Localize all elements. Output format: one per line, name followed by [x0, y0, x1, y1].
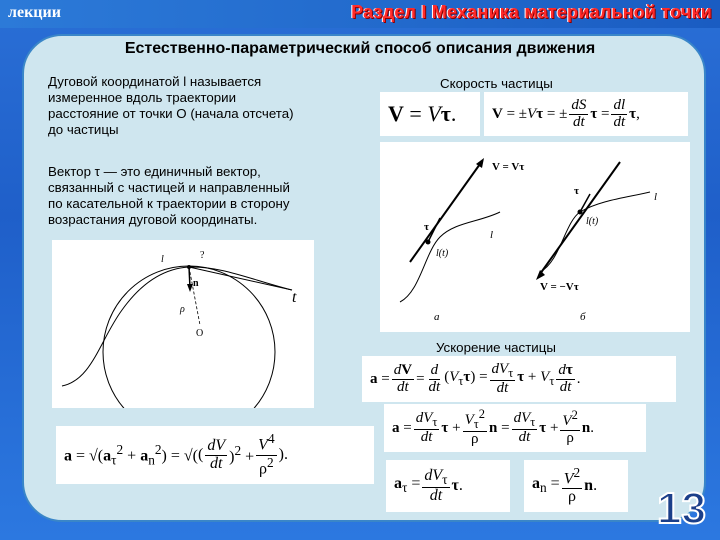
fig1-rho-label: ρ	[180, 304, 185, 315]
tangential-acceleration-formula: $a_\tau$ = $\frac{dV_\tau}{dt}$ τ.	[386, 460, 510, 512]
velocity-formula-short: V = Vτ.	[380, 92, 480, 136]
arc-line-4: до частицы	[48, 122, 119, 137]
tangent-vector-diagram	[380, 142, 690, 332]
velocity-figure	[380, 142, 690, 332]
fig1-o-label: O	[196, 328, 204, 339]
acceleration-formula-1: a = $\frac{dV}{dt}$ = $\frac{d}{dt}$ $(V_\tau\tau)$ = $\frac{dV_\tau}{dt}$ $\tau + V_\tau$ $\frac{d\tau}{dt}$ .	[362, 356, 676, 402]
vector-text	[48, 164, 368, 228]
fig2-tau2: τ	[574, 185, 580, 197]
arc-line-1: Дуговой координатой l называется	[48, 74, 262, 89]
section-title: Раздел I Механика материальной точки	[351, 2, 712, 22]
normal-acceleration-formula: $a_n$ = $\frac{V^2}{\rho}$ n.	[524, 460, 628, 512]
acceleration-formula-2: a = $\frac{dV_\tau}{dt}$ τ + $\frac{V_\tau^2}{\rho}$ n = $\frac{dV_\tau}{dt}$ τ + $\frac{V^2}{\rho}$ n.	[384, 404, 646, 452]
fig2-tau1: τ	[424, 221, 430, 233]
fig2-vminus: V = −Vτ	[540, 281, 579, 293]
fig2-b: б	[580, 311, 586, 323]
fig2-l1: l(t)	[436, 248, 449, 259]
fig2-la: l	[490, 229, 494, 241]
vector-line-3: по касательной к траектории в сторону	[48, 196, 290, 211]
fig2-lb: l	[654, 191, 658, 203]
page-number: 13	[657, 484, 706, 533]
fig2-vplus: V = Vτ	[492, 161, 525, 173]
arc-coordinate-text	[48, 74, 368, 138]
fig1-n-label: n	[193, 278, 199, 289]
acceleration-label: Ускорение частицы	[436, 340, 556, 355]
vector-line-1: Вектор τ — это единичный вектор,	[48, 164, 261, 179]
fig1-l-label: l	[161, 254, 164, 265]
vector-line-2: связанный с частицей и направленный	[48, 180, 290, 195]
curvature-diagram	[52, 240, 314, 408]
vector-line-4: возрастания дуговой координаты.	[48, 212, 258, 227]
fig2-a: а	[434, 311, 440, 323]
acceleration-magnitude-formula: $a = √(a_\tau^2 + a_n^2)$ = √( ( $\frac{dV}{dt}$ )$^2$ + $\frac{V^4}{\rho^2}$ ).	[56, 426, 374, 484]
fig2-l2: l(t)	[586, 216, 599, 227]
arc-line-2: измеренное вдоль траектории	[48, 90, 237, 105]
velocity-formula-full: V = ±Vτ = ± $\frac{dS}{dt}$ τ = $\frac{dl}{dt}$ τ,	[484, 92, 688, 136]
slide-title: Естественно-параметрический способ описания движения	[124, 40, 596, 57]
arc-line-3: расстояние от точки О (начала отсчета)	[48, 106, 294, 121]
lectures-label: лекции	[8, 4, 61, 21]
fig1-t-label: t	[292, 289, 297, 306]
trajectory-figure	[52, 240, 314, 408]
fig1-q-label: ?	[200, 250, 205, 261]
speed-label: Скорость частицы	[440, 76, 553, 91]
